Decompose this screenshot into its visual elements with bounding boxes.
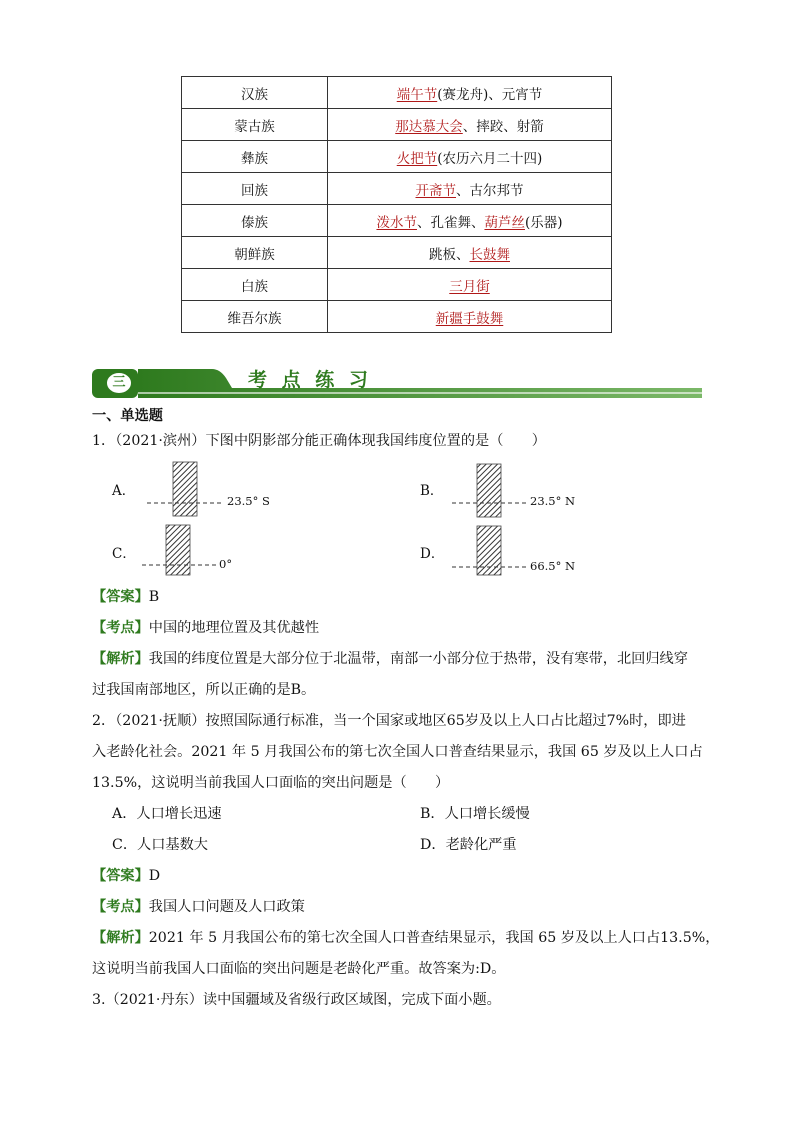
analysis-text: 2021 年 5 月我国公布的第七次全国人口普查结果显示，我国 65 岁及以上人口占13.5%， xyxy=(148,930,720,946)
ethnic-group-cell: 白族 xyxy=(182,269,328,301)
analysis-label: 【解析】 xyxy=(92,651,149,667)
analysis-label: 【解析】 xyxy=(92,930,149,946)
festival-cell xyxy=(328,269,612,301)
point-label: 【考点】 xyxy=(92,620,149,636)
answer-label: 【答案】 xyxy=(92,589,149,605)
q1-knowledge-point xyxy=(92,618,319,638)
q1-option-a-letter: A． xyxy=(112,483,136,499)
table-row xyxy=(182,109,612,141)
ethnic-group-cell: 回族 xyxy=(182,173,328,205)
point-value: 中国的地理位置及其优越性 xyxy=(148,620,320,636)
highlighted-festival: 新疆手鼓舞 xyxy=(435,310,504,327)
q1-option-b-letter: B． xyxy=(420,483,444,499)
highlighted-festival: 火把节 xyxy=(396,150,438,167)
q2-stem-line-2: 入老龄化社会。2021 年 5 月我国公布的第七次全国人口普查结果显示，我国 65 岁及以上人口占 xyxy=(92,744,703,760)
festival-cell xyxy=(328,141,612,173)
festival-cell xyxy=(328,301,612,333)
q1-option-d-letter: D． xyxy=(420,546,445,562)
q2-option-c: C．人口基数大 xyxy=(112,837,208,853)
section-banner xyxy=(92,366,702,400)
answer-label: 【答案】 xyxy=(92,868,149,884)
festival-text: (乐器) xyxy=(524,214,563,231)
highlighted-festival: 开斋节 xyxy=(415,182,456,199)
festival-text: 、孔雀舞、 xyxy=(416,214,485,231)
table-row xyxy=(182,173,612,205)
q2-stem-line-3: 13.5%，这说明当前我国人口面临的突出问题是（ ） xyxy=(92,775,450,791)
q1-option-a-latitude: 23.5° S xyxy=(227,494,270,508)
festival-text: (农历六月二十四) xyxy=(437,150,543,167)
highlighted-festival: 那达慕大会 xyxy=(395,118,463,135)
q2-option-a: A．人口增长迅速 xyxy=(112,806,222,822)
q2-stem-line-1: 2．（2021·抚顺）按照国际通行标准，当一个国家或地区65岁及以上人口占比超过7%时，即进 xyxy=(92,713,686,729)
answer-value: B xyxy=(148,589,160,605)
q1-option-b-latitude: 23.5° N xyxy=(530,494,576,508)
q2-knowledge-point xyxy=(92,897,305,917)
answer-value: D xyxy=(148,868,161,884)
festival-text: 跳板、 xyxy=(429,246,470,263)
festival-cell xyxy=(328,173,612,205)
q3-stem: 3.（2021·丹东）读中国疆域及省级行政区域图，完成下面小题。 xyxy=(92,992,501,1008)
q1-analysis-line-1 xyxy=(92,649,688,669)
highlighted-festival: 长鼓舞 xyxy=(469,246,510,263)
section-title: 一、单选题 xyxy=(92,408,163,424)
festival-text: (赛龙舟)、元宵节 xyxy=(437,86,543,103)
table-row xyxy=(182,205,612,237)
highlighted-festival: 三月街 xyxy=(449,278,490,295)
q2-option-d: D．老龄化严重 xyxy=(420,837,517,853)
highlighted-festival: 泼水节 xyxy=(376,214,417,231)
festival-cell xyxy=(328,237,612,269)
table-row xyxy=(182,141,612,173)
q1-answer xyxy=(92,587,159,607)
q2-analysis-line-1 xyxy=(92,928,719,948)
q1-diagram-b xyxy=(450,460,585,518)
point-label: 【考点】 xyxy=(92,899,149,915)
q2-analysis-line-2: 这说明当前我国人口面临的突出问题是老龄化严重。故答案为:D。 xyxy=(92,961,506,977)
ethnic-group-cell: 维吾尔族 xyxy=(182,301,328,333)
highlighted-festival: 葫芦丝 xyxy=(484,214,525,231)
ethnic-group-cell: 汉族 xyxy=(182,77,328,109)
festival-table-body xyxy=(182,77,612,333)
table-row xyxy=(182,269,612,301)
highlighted-festival: 端午节 xyxy=(396,86,438,103)
festival-cell xyxy=(328,77,612,109)
festival-text: 、古尔邦节 xyxy=(456,182,524,199)
q1-analysis-line-2: 过我国南部地区，所以正确的是B。 xyxy=(92,682,316,698)
festival-table xyxy=(181,76,612,333)
ethnic-group-cell: 彝族 xyxy=(182,141,328,173)
analysis-text: 我国的纬度位置是大部分位于北温带，南部一小部分位于热带，没有寒带，北回归线穿 xyxy=(148,651,688,667)
section-banner-title: 考 点 练 习 xyxy=(248,369,372,391)
festival-cell xyxy=(328,109,612,141)
ethnic-group-cell: 朝鲜族 xyxy=(182,237,328,269)
festival-text: 、摔跤、射箭 xyxy=(462,118,544,135)
q2-answer xyxy=(92,866,160,886)
table-row xyxy=(182,77,612,109)
section-number-badge: 三 xyxy=(112,375,126,390)
q2-option-b: B．人口增长缓慢 xyxy=(420,806,530,822)
ethnic-group-cell: 蒙古族 xyxy=(182,109,328,141)
q1-diagram-c xyxy=(140,520,275,578)
table-row xyxy=(182,301,612,333)
table-row xyxy=(182,237,612,269)
q1-option-d-latitude: 66.5° N xyxy=(530,559,576,573)
q1-option-c-latitude: 0° xyxy=(219,557,233,571)
point-value: 我国人口问题及人口政策 xyxy=(148,899,305,915)
q1-stem: 1．（2021·滨州）下图中阴影部分能正确体现我国纬度位置的是（ ） xyxy=(92,433,546,449)
ethnic-group-cell: 傣族 xyxy=(182,205,328,237)
festival-cell xyxy=(328,205,612,237)
q1-option-c-letter: C． xyxy=(112,546,136,562)
q1-diagram-a xyxy=(145,460,280,518)
